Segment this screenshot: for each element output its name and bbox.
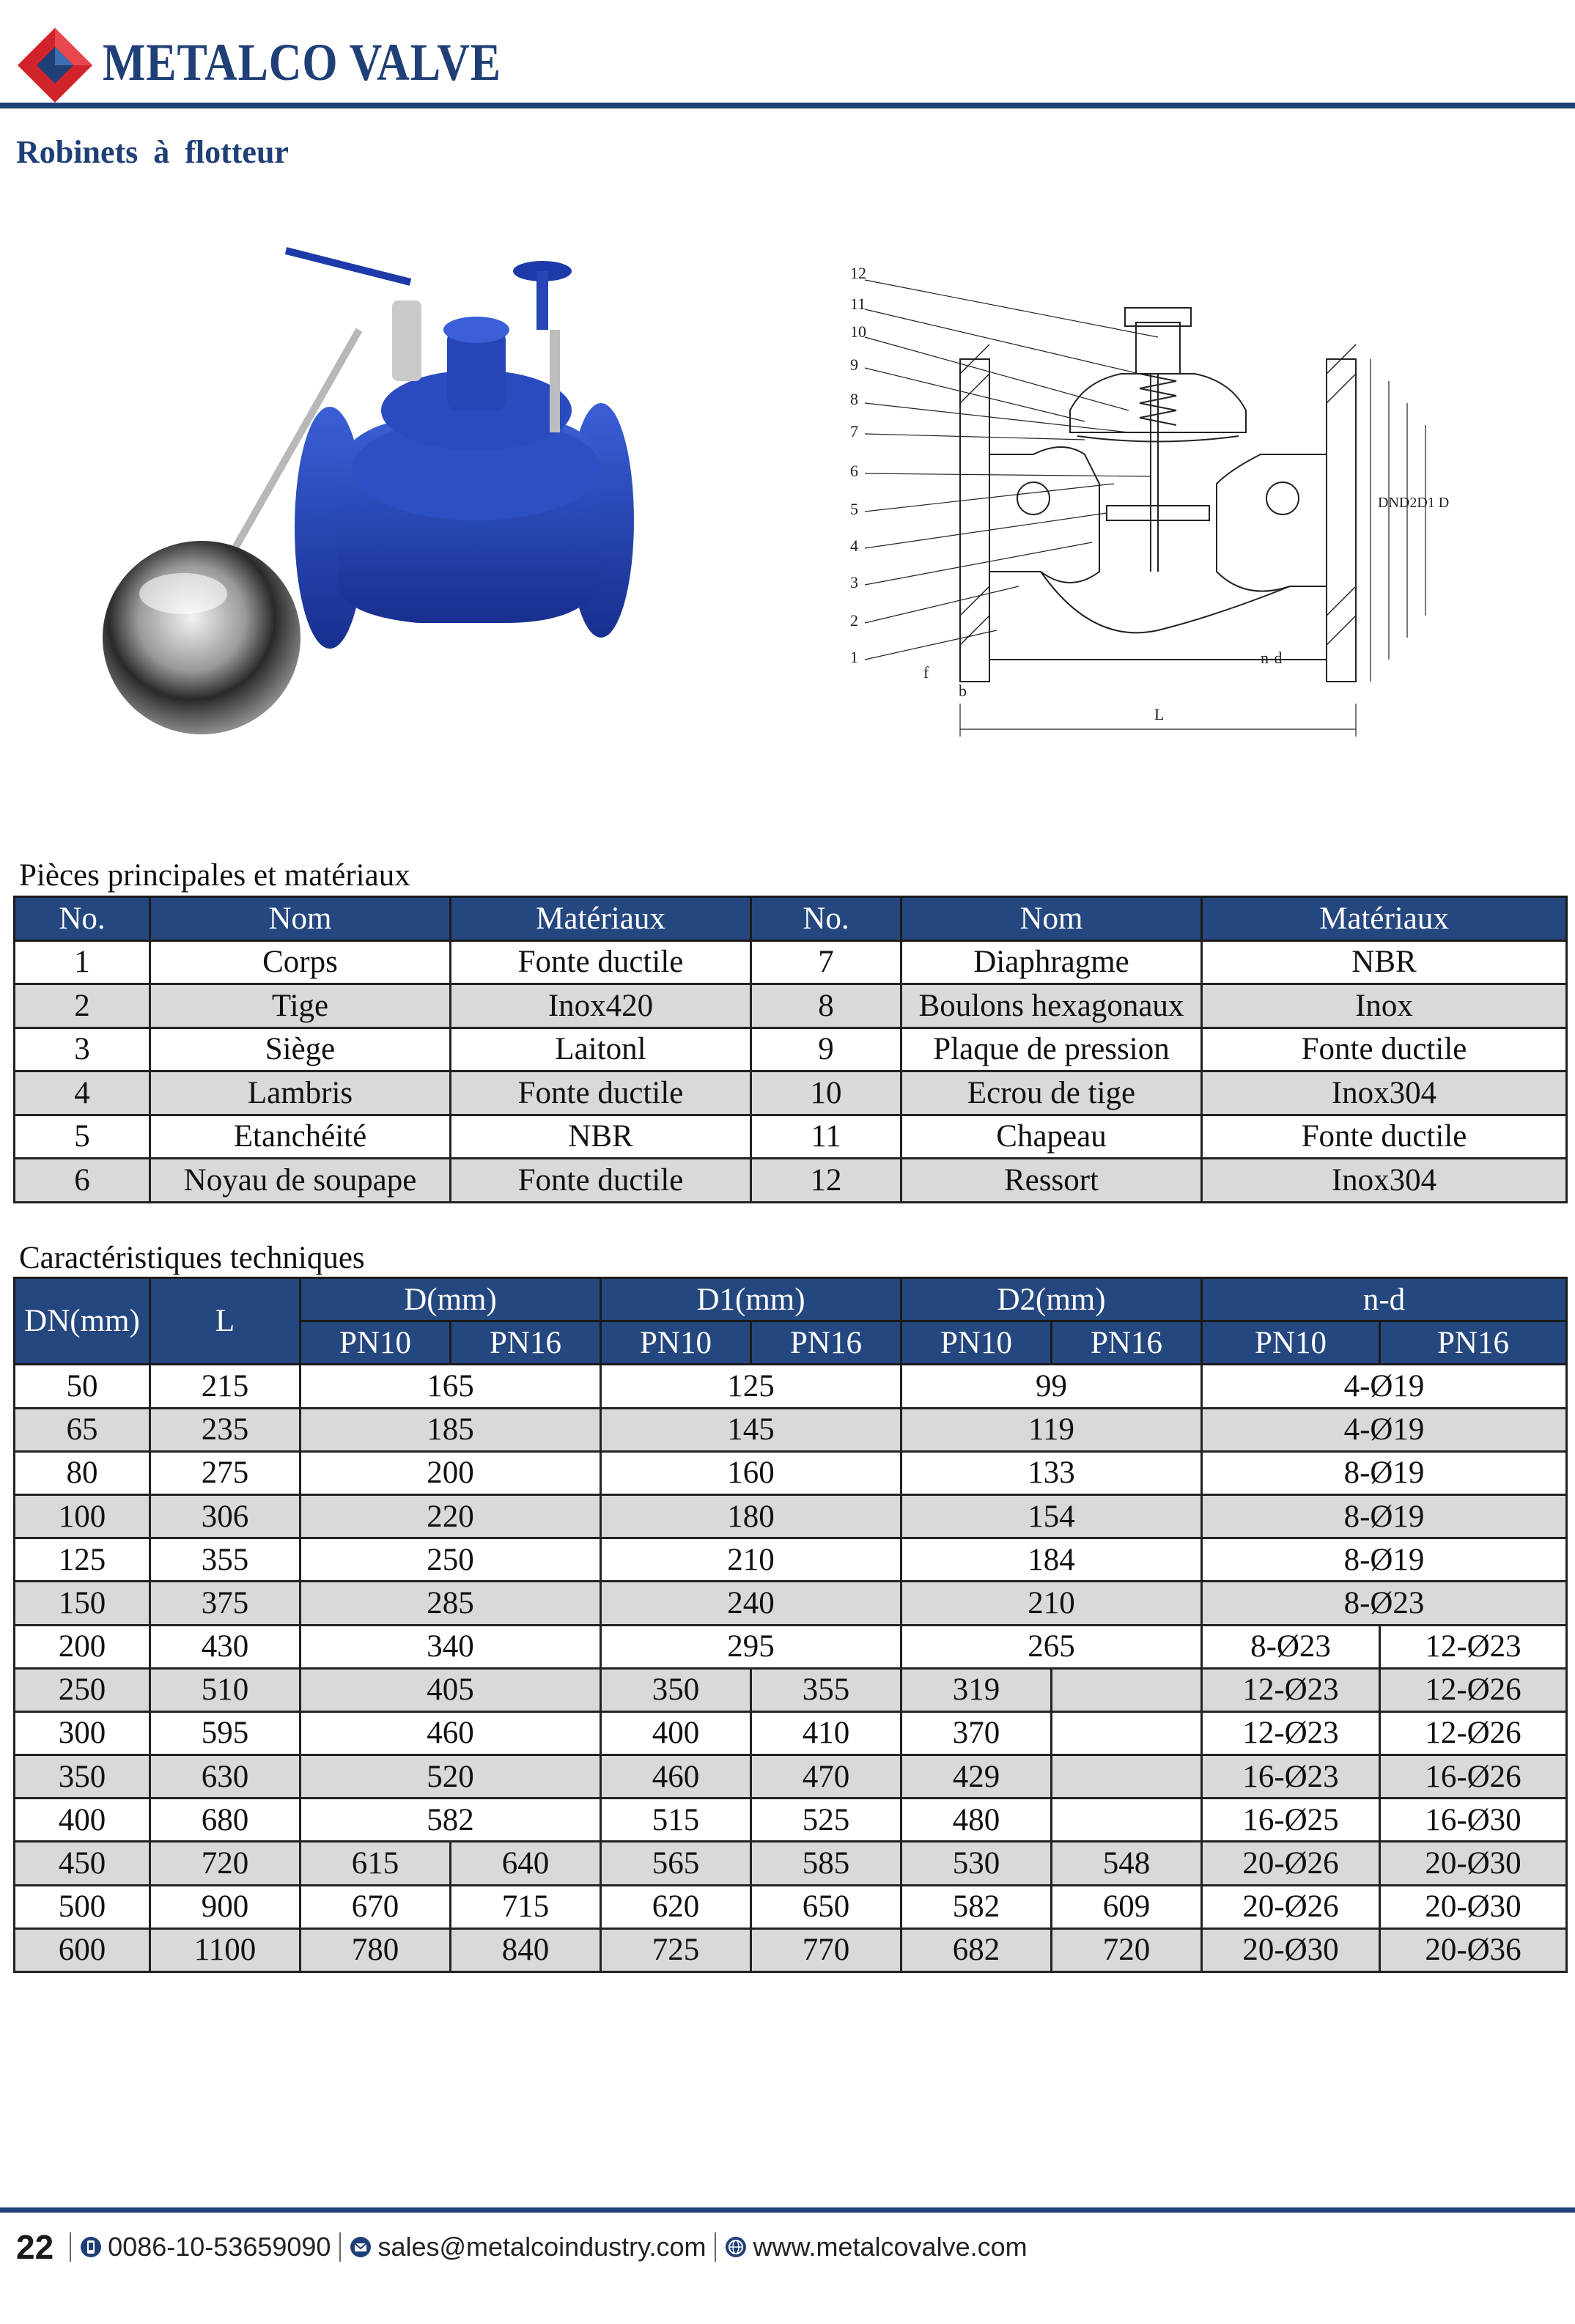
cell: 11 bbox=[751, 1115, 901, 1159]
cell-d: 165 bbox=[300, 1365, 601, 1408]
cell-l: 306 bbox=[150, 1494, 300, 1538]
callout-1: 1 bbox=[850, 648, 858, 666]
table-row bbox=[15, 1668, 1567, 1711]
table-row bbox=[15, 984, 1567, 1028]
cell-d1-pn16: 355 bbox=[751, 1668, 901, 1711]
cell-d1-pn16: 410 bbox=[751, 1711, 901, 1755]
cell-nd-pn10: 12-Ø23 bbox=[1202, 1711, 1380, 1755]
table-row bbox=[15, 1928, 1567, 1971]
cell: Boulons hexagonaux bbox=[901, 984, 1202, 1028]
footer-divider bbox=[339, 2232, 341, 2262]
cell-nd-pn10: 20-Ø26 bbox=[1202, 1885, 1380, 1928]
table-row bbox=[15, 1582, 1567, 1625]
table-row bbox=[15, 1799, 1567, 1842]
cell-d1-pn10: 400 bbox=[601, 1711, 751, 1755]
cell-d2-pn10: 682 bbox=[901, 1928, 1052, 1971]
cell: Lambris bbox=[150, 1071, 451, 1115]
specs-table bbox=[13, 1277, 1568, 1973]
cell: Noyau de soupape bbox=[150, 1159, 451, 1203]
header-materiaux: Matériaux bbox=[1202, 897, 1567, 941]
cell: 1 bbox=[15, 940, 150, 984]
header-pn16: PN16 bbox=[451, 1321, 601, 1365]
cell-nd: 8-Ø19 bbox=[1202, 1451, 1567, 1494]
callout-10: 10 bbox=[850, 322, 866, 341]
dim-label-f: f bbox=[923, 663, 929, 682]
cell-nd-pn10: 20-Ø26 bbox=[1202, 1842, 1380, 1885]
cell-dn: 250 bbox=[15, 1668, 150, 1711]
cell-d1-pn10: 460 bbox=[601, 1755, 751, 1799]
cell-d-pn10: 670 bbox=[300, 1885, 451, 1928]
table-row bbox=[15, 940, 1567, 984]
cell-d-pn16: 715 bbox=[451, 1885, 601, 1928]
header-d2: D2(mm) bbox=[901, 1278, 1202, 1321]
header-l: L bbox=[150, 1278, 300, 1365]
cell: Chapeau bbox=[901, 1115, 1202, 1159]
cell-d2: 210 bbox=[901, 1582, 1202, 1625]
cell-d1-pn16: 585 bbox=[751, 1842, 901, 1885]
callout-3: 3 bbox=[850, 573, 858, 591]
page-title: Robinets à flotteur bbox=[16, 134, 289, 170]
cell-l: 630 bbox=[150, 1755, 300, 1799]
dim-label-b: b bbox=[959, 682, 967, 700]
header-nom: Nom bbox=[901, 897, 1202, 941]
footer-divider bbox=[715, 2232, 716, 2262]
specs-header-row-1 bbox=[15, 1278, 1567, 1321]
parts-header-row bbox=[15, 897, 1567, 941]
cell-d1-pn16: 470 bbox=[751, 1755, 901, 1799]
cell-d2: 133 bbox=[901, 1451, 1202, 1494]
cell-d: 520 bbox=[300, 1755, 601, 1799]
cell: Fonte ductile bbox=[1202, 1115, 1567, 1159]
footer-website[interactable]: www.metalcovalve.com bbox=[753, 2232, 1028, 2262]
cell-nd-pn16: 12-Ø26 bbox=[1380, 1668, 1567, 1711]
cell-dn: 300 bbox=[15, 1711, 150, 1755]
section-drawing bbox=[850, 264, 1495, 748]
table-row bbox=[15, 1625, 1567, 1668]
cell-d: 405 bbox=[300, 1668, 601, 1711]
cell-nd-pn16: 12-Ø23 bbox=[1380, 1625, 1567, 1668]
globe-icon bbox=[725, 2236, 747, 2258]
cell-d2-pn16 bbox=[1052, 1668, 1202, 1711]
cell-d2-pn10: 582 bbox=[901, 1885, 1052, 1928]
header-nom: Nom bbox=[150, 897, 451, 941]
cell: 3 bbox=[15, 1028, 150, 1071]
cell-dn: 100 bbox=[15, 1494, 150, 1538]
cell-d1-pn10: 350 bbox=[601, 1668, 751, 1711]
cell-nd-pn16: 20-Ø36 bbox=[1380, 1928, 1567, 1971]
cell: Inox420 bbox=[451, 984, 751, 1028]
callout-9: 9 bbox=[850, 355, 858, 374]
cell-d-pn16: 840 bbox=[451, 1928, 601, 1971]
cell-d1: 160 bbox=[601, 1451, 901, 1494]
cell-d1-pn10: 515 bbox=[601, 1799, 751, 1842]
cell: Fonte ductile bbox=[451, 940, 751, 984]
table-row bbox=[15, 1365, 1567, 1408]
cell-dn: 125 bbox=[15, 1538, 150, 1582]
cell-l: 900 bbox=[150, 1885, 300, 1928]
cell-nd: 8-Ø19 bbox=[1202, 1538, 1567, 1582]
cell-d: 250 bbox=[300, 1538, 601, 1582]
cell-l: 375 bbox=[150, 1582, 300, 1625]
dim-label-nd: n-d bbox=[1261, 649, 1283, 667]
header-no: No. bbox=[15, 897, 150, 941]
cell: Etanchéité bbox=[150, 1115, 451, 1159]
cell: Tige bbox=[150, 984, 451, 1028]
cell: Laitonl bbox=[451, 1028, 751, 1071]
cell-d1: 180 bbox=[601, 1494, 901, 1538]
parts-section-label: Pièces principales et matériaux bbox=[19, 858, 410, 893]
footer-email[interactable]: sales@metalcoindustry.com bbox=[377, 2232, 707, 2262]
cell-d-pn10: 615 bbox=[300, 1842, 451, 1885]
cell-d2-pn16: 548 bbox=[1052, 1842, 1202, 1885]
cell-d2: 154 bbox=[901, 1494, 1202, 1538]
cell-d2-pn16 bbox=[1052, 1799, 1202, 1842]
callout-7: 7 bbox=[850, 422, 858, 440]
table-row bbox=[15, 1028, 1567, 1071]
cell-d-pn10: 780 bbox=[300, 1928, 451, 1971]
cell-d1: 240 bbox=[601, 1582, 901, 1625]
cell-nd: 8-Ø23 bbox=[1202, 1582, 1567, 1625]
cell-nd-pn16: 16-Ø26 bbox=[1380, 1755, 1567, 1799]
table-row bbox=[15, 1159, 1567, 1203]
callout-6: 6 bbox=[850, 462, 858, 480]
cell-dn: 150 bbox=[15, 1582, 150, 1625]
footer bbox=[16, 2225, 1028, 2269]
cell-d2: 119 bbox=[901, 1408, 1202, 1451]
cell: Siège bbox=[150, 1028, 451, 1071]
cell-d2-pn10: 370 bbox=[901, 1711, 1052, 1755]
cell-l: 275 bbox=[150, 1451, 300, 1494]
header-pn16: PN16 bbox=[1380, 1321, 1567, 1365]
cell-dn: 600 bbox=[15, 1928, 150, 1971]
cell-l: 510 bbox=[150, 1668, 300, 1711]
cell-d-pn16: 640 bbox=[451, 1842, 601, 1885]
table-row bbox=[15, 1451, 1567, 1494]
cell-d: 340 bbox=[300, 1625, 601, 1668]
brand-name: METALCO VALVE bbox=[103, 33, 501, 92]
header-materiaux: Matériaux bbox=[451, 897, 751, 941]
cell-dn: 500 bbox=[15, 1885, 150, 1928]
header-rule bbox=[0, 103, 1575, 108]
header-pn16: PN16 bbox=[1052, 1321, 1202, 1365]
cell-nd: 4-Ø19 bbox=[1202, 1408, 1567, 1451]
cell-nd-pn16: 20-Ø30 bbox=[1380, 1885, 1567, 1928]
cell-l: 430 bbox=[150, 1625, 300, 1668]
cell-d: 285 bbox=[300, 1582, 601, 1625]
table-row bbox=[15, 1885, 1567, 1928]
cell: Inox304 bbox=[1202, 1159, 1567, 1203]
footer-divider bbox=[70, 2232, 71, 2262]
cell: Ecrou de tige bbox=[901, 1071, 1202, 1115]
table-row bbox=[15, 1755, 1567, 1799]
cell: 10 bbox=[751, 1071, 901, 1115]
cell-d1-pn16: 770 bbox=[751, 1928, 901, 1971]
cell-d1: 125 bbox=[601, 1365, 901, 1408]
cell: 7 bbox=[751, 940, 901, 984]
cell-nd-pn10: 20-Ø30 bbox=[1202, 1928, 1380, 1971]
cell-d1: 145 bbox=[601, 1408, 901, 1451]
cell: 5 bbox=[15, 1115, 150, 1159]
cell-d1-pn10: 725 bbox=[601, 1928, 751, 1971]
header-dn: DN(mm) bbox=[15, 1278, 150, 1365]
cell: Corps bbox=[150, 940, 451, 984]
callout-12: 12 bbox=[850, 264, 866, 282]
cell-d2: 265 bbox=[901, 1625, 1202, 1668]
cell: Inox304 bbox=[1202, 1071, 1567, 1115]
cell-d2: 184 bbox=[901, 1538, 1202, 1582]
callout-2: 2 bbox=[850, 611, 858, 630]
cell-dn: 400 bbox=[15, 1799, 150, 1842]
cell: Plaque de pression bbox=[901, 1028, 1202, 1071]
cell-d: 460 bbox=[300, 1711, 601, 1755]
cell-d: 582 bbox=[300, 1799, 601, 1842]
cell: 8 bbox=[751, 984, 901, 1028]
cell-nd-pn10: 16-Ø23 bbox=[1202, 1755, 1380, 1799]
cell: Diaphragme bbox=[901, 940, 1202, 984]
cell-d1: 295 bbox=[601, 1625, 901, 1668]
cell-dn: 50 bbox=[15, 1365, 150, 1408]
cell-nd: 8-Ø19 bbox=[1202, 1494, 1567, 1538]
cell-d: 200 bbox=[300, 1451, 601, 1494]
table-row bbox=[15, 1408, 1567, 1451]
cell-l: 1100 bbox=[150, 1928, 300, 1971]
product-photo bbox=[66, 242, 652, 784]
cell-dn: 450 bbox=[15, 1842, 150, 1885]
cell-d2-pn16 bbox=[1052, 1711, 1202, 1755]
cell: NBR bbox=[1202, 940, 1567, 984]
header-pn10: PN10 bbox=[300, 1321, 451, 1365]
dim-label-d: DND2D1 D bbox=[1378, 495, 1450, 511]
callout-8: 8 bbox=[850, 390, 858, 408]
cell-dn: 200 bbox=[15, 1625, 150, 1668]
cell-dn: 65 bbox=[15, 1408, 150, 1451]
header-d: D(mm) bbox=[300, 1278, 601, 1321]
cell-d2-pn10: 480 bbox=[901, 1799, 1052, 1842]
cell-nd: 4-Ø19 bbox=[1202, 1365, 1567, 1408]
cell-d1-pn10: 620 bbox=[601, 1885, 751, 1928]
table-row bbox=[15, 1842, 1567, 1885]
cell-d2-pn10: 429 bbox=[901, 1755, 1052, 1799]
cell: Ressort bbox=[901, 1159, 1202, 1203]
cell-d2-pn16: 609 bbox=[1052, 1885, 1202, 1928]
cell: Fonte ductile bbox=[451, 1071, 751, 1115]
cell: 9 bbox=[751, 1028, 901, 1071]
header-pn10: PN10 bbox=[601, 1321, 751, 1365]
header-pn16: PN16 bbox=[751, 1321, 901, 1365]
cell: Fonte ductile bbox=[1202, 1028, 1567, 1071]
cell-nd-pn16: 20-Ø30 bbox=[1380, 1842, 1567, 1885]
cell-l: 355 bbox=[150, 1538, 300, 1582]
cell-nd-pn16: 16-Ø30 bbox=[1380, 1799, 1567, 1842]
table-row bbox=[15, 1071, 1567, 1115]
header-pn10: PN10 bbox=[1202, 1321, 1380, 1365]
footer-rule bbox=[0, 2207, 1575, 2213]
cell-d1-pn16: 525 bbox=[751, 1799, 901, 1842]
cell-nd-pn16: 12-Ø26 bbox=[1380, 1711, 1567, 1755]
table-row bbox=[15, 1115, 1567, 1159]
cell-d: 220 bbox=[300, 1494, 601, 1538]
cell-l: 235 bbox=[150, 1408, 300, 1451]
mail-icon bbox=[350, 2236, 372, 2258]
cell: 2 bbox=[15, 984, 150, 1028]
cell-d1-pn16: 650 bbox=[751, 1885, 901, 1928]
cell-nd-pn10: 12-Ø23 bbox=[1202, 1668, 1380, 1711]
callout-5: 5 bbox=[850, 500, 858, 518]
cell: NBR bbox=[451, 1115, 751, 1159]
cell-l: 720 bbox=[150, 1842, 300, 1885]
cell: 12 bbox=[751, 1159, 901, 1203]
callout-11: 11 bbox=[850, 295, 866, 313]
callout-4: 4 bbox=[850, 536, 858, 555]
cell: Fonte ductile bbox=[451, 1159, 751, 1203]
cell: 6 bbox=[15, 1159, 150, 1203]
cell-l: 215 bbox=[150, 1365, 300, 1408]
table-row bbox=[15, 1538, 1567, 1582]
cell-d1: 210 bbox=[601, 1538, 901, 1582]
header-pn10: PN10 bbox=[901, 1321, 1052, 1365]
brand-logo bbox=[15, 25, 95, 106]
table-row bbox=[15, 1494, 1567, 1538]
footer-phone: 0086-10-53659090 bbox=[108, 2232, 331, 2262]
header-no: No. bbox=[751, 897, 901, 941]
cell-d2: 99 bbox=[901, 1365, 1202, 1408]
cell: Inox bbox=[1202, 984, 1567, 1028]
cell-d2-pn10: 319 bbox=[901, 1668, 1052, 1711]
parts-table bbox=[13, 896, 1568, 1203]
cell-nd-pn10: 8-Ø23 bbox=[1202, 1625, 1380, 1668]
cell-d: 185 bbox=[300, 1408, 601, 1451]
cell-d2-pn10: 530 bbox=[901, 1842, 1052, 1885]
cell-dn: 350 bbox=[15, 1755, 150, 1799]
cell-l: 680 bbox=[150, 1799, 300, 1842]
cell-nd-pn10: 16-Ø25 bbox=[1202, 1799, 1380, 1842]
cell: 4 bbox=[15, 1071, 150, 1115]
cell-d2-pn16: 720 bbox=[1052, 1928, 1202, 1971]
phone-icon bbox=[80, 2236, 102, 2258]
header-d1: D1(mm) bbox=[601, 1278, 901, 1321]
cell-l: 595 bbox=[150, 1711, 300, 1755]
header-nd: n-d bbox=[1202, 1278, 1567, 1321]
table-row bbox=[15, 1711, 1567, 1755]
cell-d2-pn16 bbox=[1052, 1755, 1202, 1799]
page-number: 22 bbox=[16, 2228, 54, 2266]
cell-d1-pn10: 565 bbox=[601, 1842, 751, 1885]
dim-label-l: L bbox=[1154, 705, 1165, 723]
cell-dn: 80 bbox=[15, 1451, 150, 1494]
specs-section-label: Caractéristiques techniques bbox=[19, 1241, 365, 1275]
